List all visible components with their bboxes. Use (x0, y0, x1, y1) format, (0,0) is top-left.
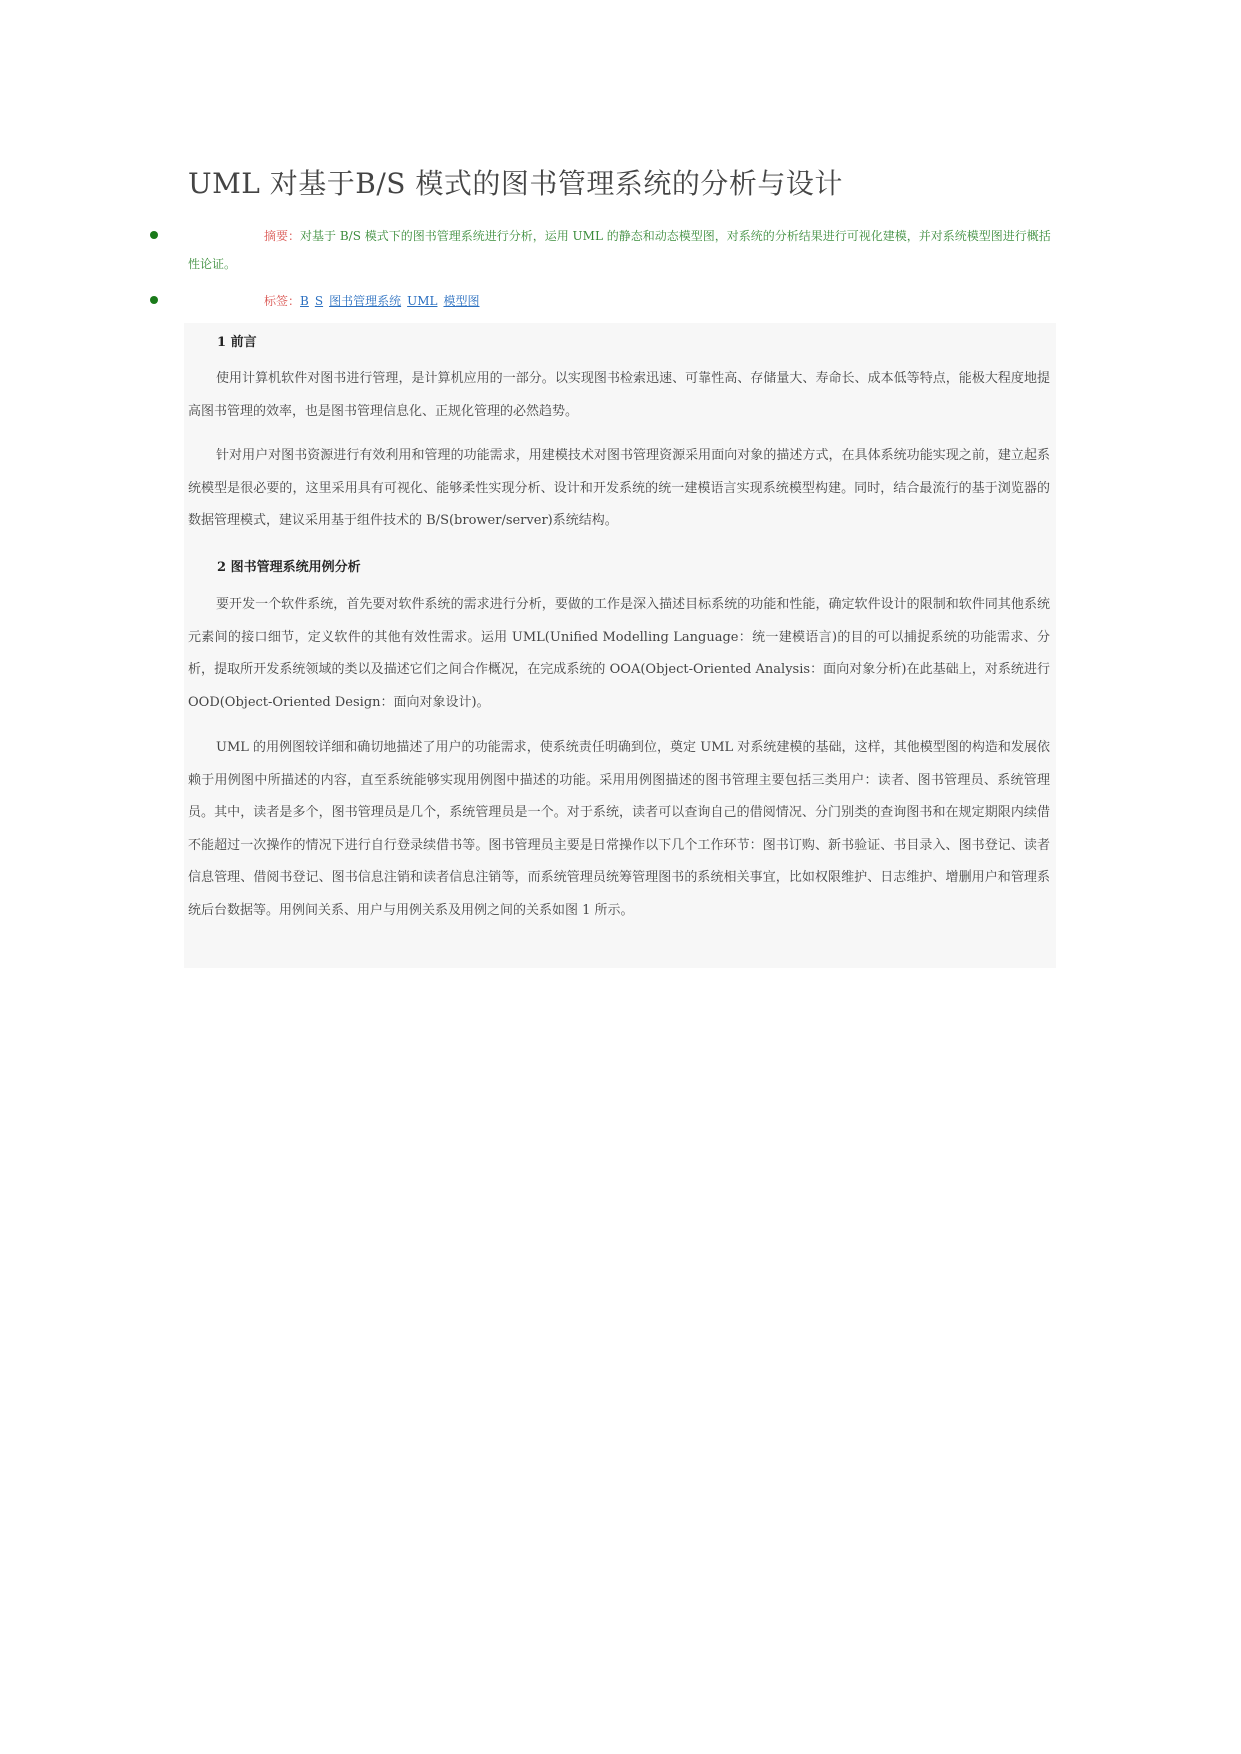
abstract-bullet-icon (150, 231, 158, 239)
abstract-label: 摘要： (264, 229, 301, 243)
abstract-text: 对基于 B/S 模式下的图书管理系统进行分析，运用 UML 的静态和动态模型图，对系统的分析结果进行可视化建模，并对系统模型图进行概括性论证。 (188, 229, 1051, 271)
paragraph-4: UML 的用例图较详细和确切地描述了用户的功能需求，使系统责任明确到位，奠定 UML 对系统建模的基础，这样，其他模型图的构造和发展依赖于用例图中所描述的内容，直至系统能够实现用例图中描述的功能。采用用例图描述的图书管理主要包括三类用户：读者、图书管理员、系统管理员。其中，读者是多个，图书管理员是几个，系统管理员是一个。对于系统，读者可以查询自己的借阅情况、分门别类的查询图书和在规定期限内续借不能超过一次操作的情况下进行自行登录续借书等。图书管理员主要是日常操作以下几个工作环节：图书订购、新书验证、书目录入、图书登记、读者信息管理、借阅书登记、图书信息注销和读者信息注销等，而系统管理员统筹管理图书的系统相关事宜，比如权限维护、日志维护、增删用户和管理系统后台数据等。用例间关系、用户与用例关系及用例之间的关系如图 1 所示。 (188, 740, 1050, 918)
tag-link[interactable]: 模型图 (443, 294, 480, 308)
tags (188, 287, 1052, 315)
paragraph-3: 要开发一个软件系统，首先要对软件系统的需求进行分析，要做的工作是深入描述目标系统的功能和性能，确定软件设计的限制和软件同其他系统元素间的接口细节，定义软件的其他有效性需求。运用 UML(Unified Modelling Language：统一建模语言)的目的可以捕捉系统的功能需求、分析，提取所开发系统领域的类以及描述它们之间合作概况，在完成系统的 OOA(Object-Oriented Analysis：面向对象分析)在此基础上，对系统进行 OOD(Object-Oriented Design：面向对象设计)。 (188, 597, 1050, 710)
article-body (184, 323, 1056, 968)
tags-label: 标签： (264, 294, 301, 308)
paragraph-1: 使用计算机软件对图书进行管理，是计算机应用的一部分。以实现图书检索迅速、可靠性高、存储量大、寿命长、成本低等特点，能极大程度地提高图书管理的效率，也是图书管理信息化、正规化管理的必然趋势。 (188, 371, 1050, 419)
section-heading-1: 1 前言 (217, 335, 257, 350)
paragraph-2: 针对用户对图书资源进行有效利用和管理的功能需求，用建模技术对图书管理资源采用面向对象的描述方式，在具体系统功能实现之前，建立起系统模型是很必要的，这里采用具有可视化、能够柔性实现分析、设计和开发系统的统一建模语言实现系统模型构建。同时，结合最流行的基于浏览器的数据管理模式，建议采用基于组件技术的 B/S(brower/server)系统结构。 (188, 448, 1050, 529)
tag-link[interactable]: UML (407, 294, 438, 308)
tag-link[interactable]: 图书管理系统 (329, 294, 402, 308)
article-title: UML 对基于B/S 模式的图书管理系统的分析与设计 (188, 167, 843, 200)
tag-link[interactable]: B (300, 294, 309, 308)
tags-bullet-icon (150, 296, 158, 304)
section-heading-2: 2 图书管理系统用例分析 (217, 560, 361, 575)
abstract (188, 222, 1052, 278)
tag-link[interactable]: S (314, 294, 324, 308)
